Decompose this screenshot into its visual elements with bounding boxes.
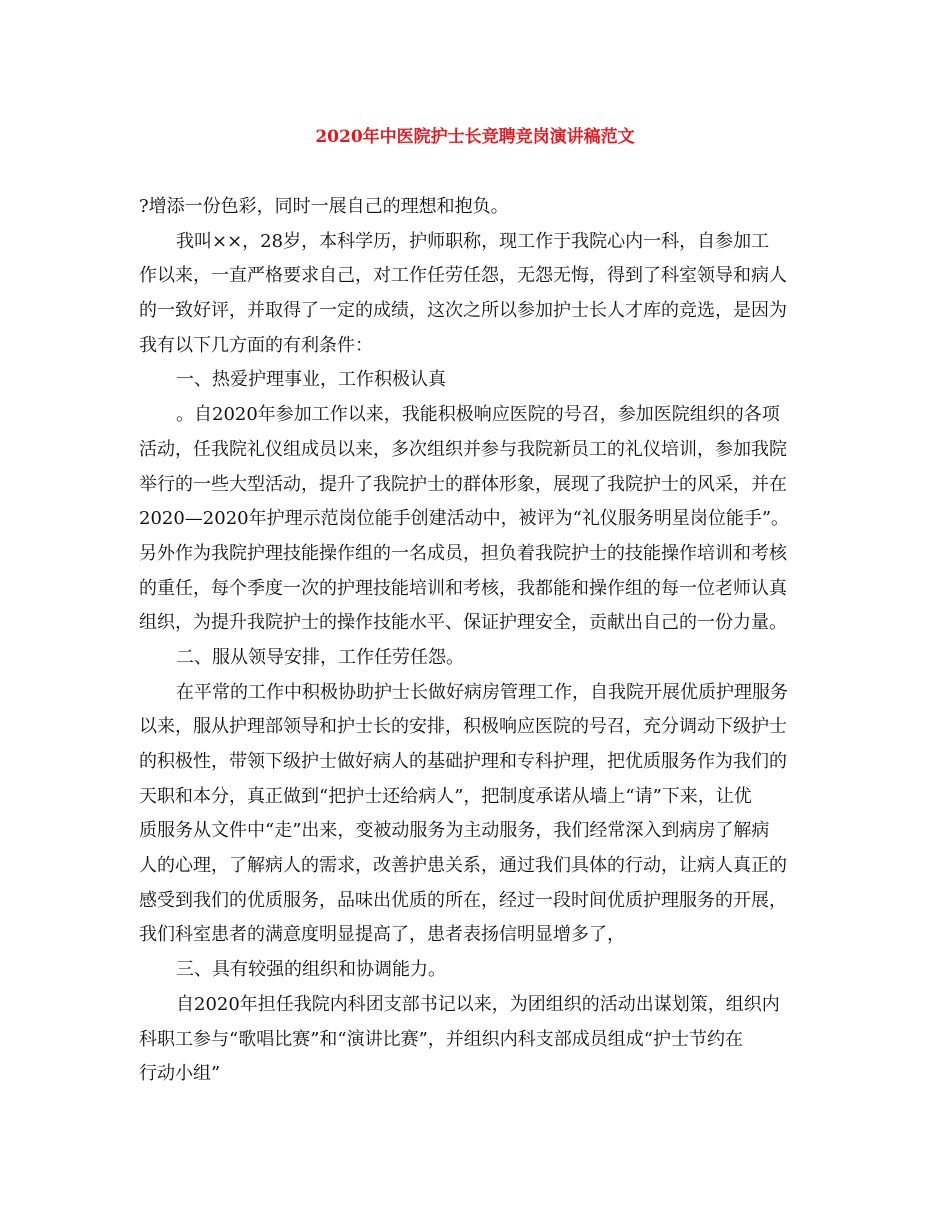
text-line: 举行的一些大型活动，提升了我院护士的群体形象，展现了我院护士的风采，并在 — [139, 473, 787, 495]
text-line: 的重任，每个季度一次的护理技能培训和考核，我都能和操作组的每一位老师认真 — [139, 577, 787, 599]
text-line: 的积极性，带领下级护士做好病人的基础护理和专科护理，把优质服务作为我们的 — [139, 751, 787, 772]
text-line: 的一致好评，并取得了一定的成绩，这次之所以参加护士长人才库的竞选，是因为 — [139, 300, 787, 322]
text-line: 二、服从领导安排，工作任劳任怨。 — [176, 646, 464, 668]
text-line: 三、具有较强的组织和协调能力。 — [176, 959, 446, 981]
text-line: 一、热爱护理事业，工作积极认真 — [176, 369, 446, 391]
text-line: 另外作为我院护理技能操作组的一名成员，担负着我院护士的技能操作培训和考核 — [139, 542, 787, 564]
text-line: 我有以下几方面的有利条件： — [139, 334, 373, 356]
text-line: 2020—2020年护理示范岗位能手创建活动中，被评为“礼仪服务明星岗位能手”。 — [139, 508, 790, 530]
text-line: ?增添一份色彩，同时一展自己的理想和抱负。 — [139, 196, 509, 217]
text-line: 。自2020年参加工作以来，我能积极响应医院的号召，参加医院组织的各项 — [176, 404, 780, 426]
text-line: 组织，为提升我院护士的操作技能水平、保证护理安全，贡献出自己的一份力量。 — [139, 612, 787, 634]
text-line: 在平常的工作中积极协助护士长做好病房管理工作，自我院开展优质护理服务 — [176, 681, 788, 703]
text-line: 感受到我们的优质服务，品味出优质的所在，经过一段时间优质护理服务的开展， — [139, 889, 787, 911]
text-line: 以来，服从护理部领导和护士长的安排，积极响应医院的号召，充分调动下级护士 — [139, 716, 787, 738]
text-line: 人的心理，了解病人的需求，改善护患关系，通过我们具体的行动，让病人真正的 — [139, 855, 787, 877]
text-line: 我叫××，28岁，本科学历，护师职称，现工作于我院心内一科，自参加工 — [176, 230, 770, 252]
document-body — [139, 190, 811, 1092]
document-title: 2020年中医院护士长竞聘竞岗演讲稿范文 — [315, 127, 635, 147]
text-line: 质服务从文件中“走”出来，变被动服务为主动服务，我们经常深入到病房了解病 — [139, 820, 770, 842]
text-line: 科职工参与“歌唱比赛”和“演讲比赛”，并组织内科支部成员组成“护士节约在 — [139, 1028, 744, 1050]
text-line: 我们科室患者的满意度明显提高了，患者表扬信明显增多了， — [139, 924, 625, 946]
text-line: 活动，任我院礼仪组成员以来，多次组织并参与我院新员工的礼仪培训，参加我院 — [139, 438, 787, 460]
text-line: 作以来，一直严格要求自己，对工作任劳任怨，无怨无悔，得到了科室领导和病人 — [139, 265, 787, 287]
text-line: 自2020年担任我院内科团支部书记以来，为团组织的活动出谋划策，组织内 — [176, 993, 780, 1015]
text-line: 行动小组” — [139, 1063, 221, 1085]
text-line: 天职和本分，真正做到“把护士还给病人”，把制度承诺从墙上“请”下来，让优 — [139, 785, 752, 807]
